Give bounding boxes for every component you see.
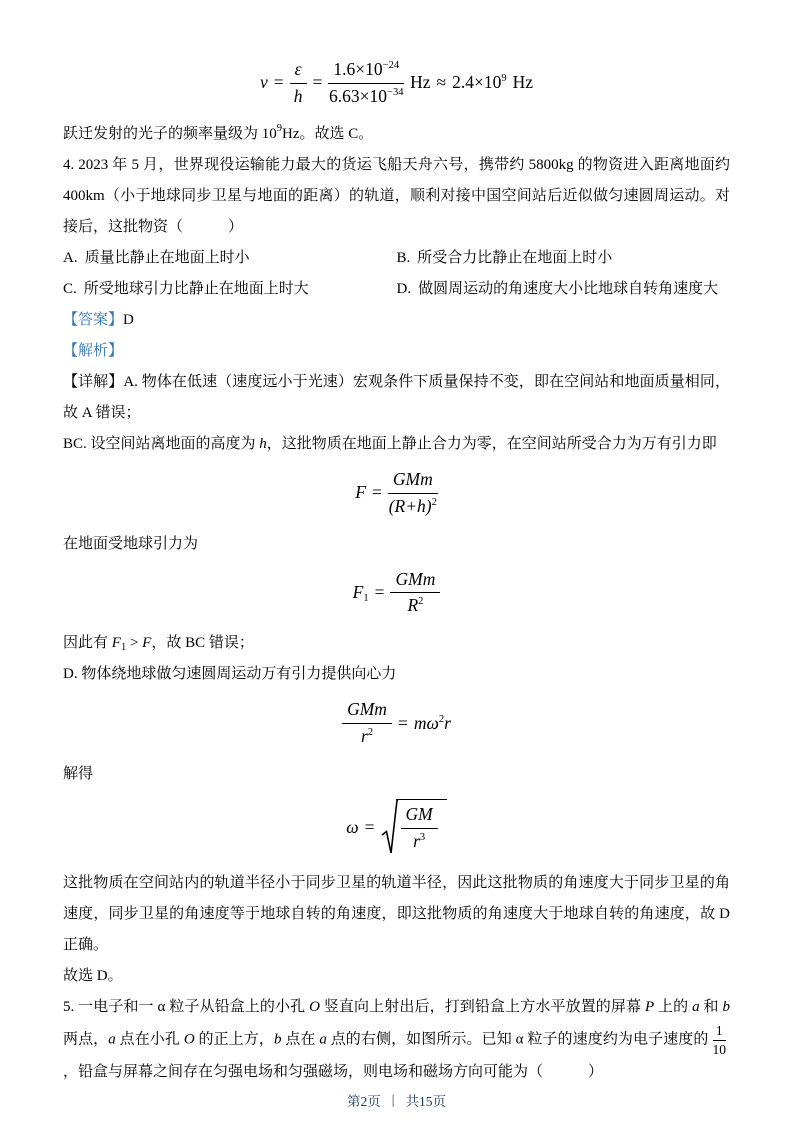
q4-conclusion xyxy=(63,868,730,961)
numerator: GMm xyxy=(342,699,392,724)
option-label: C. xyxy=(63,280,77,297)
option-d xyxy=(397,274,731,305)
q4-analysis-line xyxy=(63,336,730,367)
q4-compare-line xyxy=(63,628,730,659)
var-b: b xyxy=(274,1031,282,1048)
exponent: 2 xyxy=(438,713,445,725)
equals-sign: = xyxy=(364,817,375,838)
fraction-one-tenth xyxy=(712,1023,726,1057)
var-b: b xyxy=(722,999,730,1015)
text: 和 xyxy=(699,999,723,1015)
text: ，铅盒与屏幕之间存在匀强电场和匀强磁场，则电场和磁场方向可能为（ ） xyxy=(63,1064,604,1081)
var-nu: ν xyxy=(259,72,268,93)
subscript: 1 xyxy=(363,592,369,604)
denominator xyxy=(361,724,373,748)
var-F: F xyxy=(142,635,152,652)
var-r: r xyxy=(444,712,451,733)
q4-solve-text xyxy=(63,759,730,790)
text: 在地面受地球引力为 xyxy=(63,535,199,552)
fraction-epsilon-h xyxy=(290,59,307,108)
fraction xyxy=(390,569,440,618)
formula-gravity-ground xyxy=(63,569,730,618)
option-c xyxy=(63,274,397,305)
q4-detail-a xyxy=(63,367,730,429)
numerator xyxy=(328,59,404,84)
text: 解得 xyxy=(63,766,94,782)
square-root xyxy=(381,799,447,857)
exponent: 2 xyxy=(431,496,437,508)
result-value xyxy=(452,72,507,94)
text: A. 物体在低速（速度远小于光速）宏观条件下质量保持不变，即在空间站和地面质量相同，故 A 错误； xyxy=(63,373,730,421)
greater-than: > xyxy=(126,635,143,652)
text: ，故 BC 错误； xyxy=(151,635,254,652)
var-O: O xyxy=(183,1031,195,1048)
option-text: 质量比静止在地面上时小 xyxy=(84,249,250,266)
base: r xyxy=(360,726,368,747)
equals-sign: = xyxy=(397,712,408,733)
fraction xyxy=(401,804,438,853)
equals-sign: = xyxy=(371,482,382,503)
denominator: h xyxy=(293,85,303,106)
text: D. 物体绕地球做匀速圆周运动万有引力提供向心力 xyxy=(63,666,397,683)
q4-detail-bc xyxy=(63,429,730,460)
text: 这批物质在空间站内的轨道半径小于同步卫星的轨道半径，因此这批物质的角速度大于同步卫星的角速度，同步卫星的角速度等于地球自转的角速度，即这批物质的角速度大于地球自转的角速度，故 D 正确。 xyxy=(63,875,730,953)
value: 2.4×10 xyxy=(452,72,502,93)
option-text: 做圆周运动的角速度大小比地球自转角速度大 xyxy=(418,280,719,297)
text: 因此有 xyxy=(63,635,112,652)
text: 点在小孔 xyxy=(115,1031,184,1048)
text: Hz。故选 C。 xyxy=(282,125,374,142)
exponent: 2 xyxy=(418,596,424,608)
option-a xyxy=(63,243,397,274)
exponent: 3 xyxy=(419,831,426,843)
text: 跃迁发射的光子的频率量级为 10 xyxy=(63,125,277,142)
var-F1 xyxy=(353,582,369,604)
denominator xyxy=(329,84,403,108)
formula-centripetal xyxy=(63,699,730,748)
q4-answer-line xyxy=(63,305,730,336)
text: 点在 xyxy=(281,1031,320,1048)
q5-stem xyxy=(63,992,730,1088)
q4-ground-text xyxy=(63,529,730,560)
text: 竖直向上射出后，打到铅盒上方水平放置的屏幕 xyxy=(319,999,646,1015)
base: r xyxy=(413,830,420,851)
var-P: P xyxy=(645,999,655,1015)
var-F: F xyxy=(355,482,366,503)
option-label: D. xyxy=(396,280,412,297)
exponent: −34 xyxy=(387,86,404,98)
option-label: A. xyxy=(63,249,78,266)
text: 上的 xyxy=(654,999,693,1015)
q4-stem xyxy=(63,150,730,243)
numerator: GMm xyxy=(388,469,438,494)
rhs xyxy=(414,713,451,735)
formula-photon-frequency xyxy=(63,59,730,108)
answer-tag: 【答案】 xyxy=(63,311,124,328)
option-label: B. xyxy=(396,249,411,266)
option-text: 所受合力比静止在地面上时小 xyxy=(417,249,613,266)
option-text: 所受地球引力比静止在地面上时大 xyxy=(83,280,309,297)
text: BC. 设空间站离地面的高度为 xyxy=(63,435,260,452)
numerator: 1 xyxy=(713,1023,726,1041)
equals-sign: = xyxy=(273,72,284,93)
detail-tag: 【详解】 xyxy=(63,373,124,390)
denominator xyxy=(407,593,423,617)
unit-hz: Hz xyxy=(512,72,534,93)
value: 6.63×10 xyxy=(329,85,388,106)
var-omega: ω xyxy=(346,817,359,838)
answer-value: D xyxy=(123,311,134,328)
text: 的正上方， xyxy=(194,1031,274,1048)
q4-options-grid xyxy=(63,243,730,305)
fraction xyxy=(388,469,438,518)
footer-divider: | xyxy=(391,1092,395,1107)
equals-sign: = xyxy=(312,72,323,93)
fraction xyxy=(342,699,392,748)
var-a: a xyxy=(108,1031,116,1048)
var-h: h xyxy=(259,435,267,452)
exponent: 9 xyxy=(276,122,283,134)
text: 故选 D。 xyxy=(63,968,123,984)
text: 4. 2023 年 5 月，世界现役运输能力最大的货运飞船天舟六号，携带约 5800kg 的物资进入距离地面约 400km（小于地球同步卫星与地面的距离）的轨道，顺利对接中国空间站后近似做匀速圆周运动。对接后，这批物资（ ） xyxy=(63,156,730,235)
text: ，这批物质在地面上静止合力为零，在空间站所受合力为万有引力即 xyxy=(266,435,717,452)
var-a: a xyxy=(319,1031,327,1048)
page-total: 共15页 xyxy=(405,1094,446,1109)
numerator: GM xyxy=(401,804,438,829)
subscript: 1 xyxy=(120,642,127,654)
var-a: a xyxy=(692,999,700,1015)
base: (R+h) xyxy=(388,495,432,516)
exponent: −24 xyxy=(382,60,400,71)
denominator xyxy=(389,494,437,518)
var-m-omega: mω xyxy=(413,712,439,733)
q3-conclusion xyxy=(63,119,730,150)
page-number: 第2页 xyxy=(347,1094,381,1109)
analysis-tag: 【解析】 xyxy=(63,342,124,359)
base: F xyxy=(352,581,364,602)
option-b xyxy=(397,243,731,274)
base: R xyxy=(407,595,419,616)
numerator: ε xyxy=(290,59,307,84)
numerator: GMm xyxy=(390,569,440,594)
text: 两点， xyxy=(63,1031,109,1048)
text: 点的右侧，如图所示。已知 α 粒子的速度约为电子速度的 xyxy=(326,1031,709,1048)
approx-sign: ≈ xyxy=(436,72,447,93)
formula-gravity-station xyxy=(63,469,730,518)
q4-detail-d xyxy=(63,659,730,690)
value: 1.6×10 xyxy=(333,59,383,79)
var-O: O xyxy=(309,999,320,1015)
unit-hz: Hz xyxy=(410,72,431,93)
denominator xyxy=(413,829,425,853)
equals-sign: = xyxy=(374,581,385,602)
formula-omega xyxy=(63,799,730,857)
fraction-numeric xyxy=(328,59,404,108)
exponent: 9 xyxy=(501,73,507,85)
text: 5. 一电子和一 α 粒子从铅盒上的小孔 xyxy=(63,999,310,1015)
denominator: 10 xyxy=(712,1041,726,1057)
exponent: 2 xyxy=(367,727,374,739)
q4-final-choice xyxy=(63,961,730,992)
page-footer xyxy=(0,1090,793,1110)
radicand xyxy=(396,799,447,853)
var-F1: F xyxy=(111,635,121,652)
